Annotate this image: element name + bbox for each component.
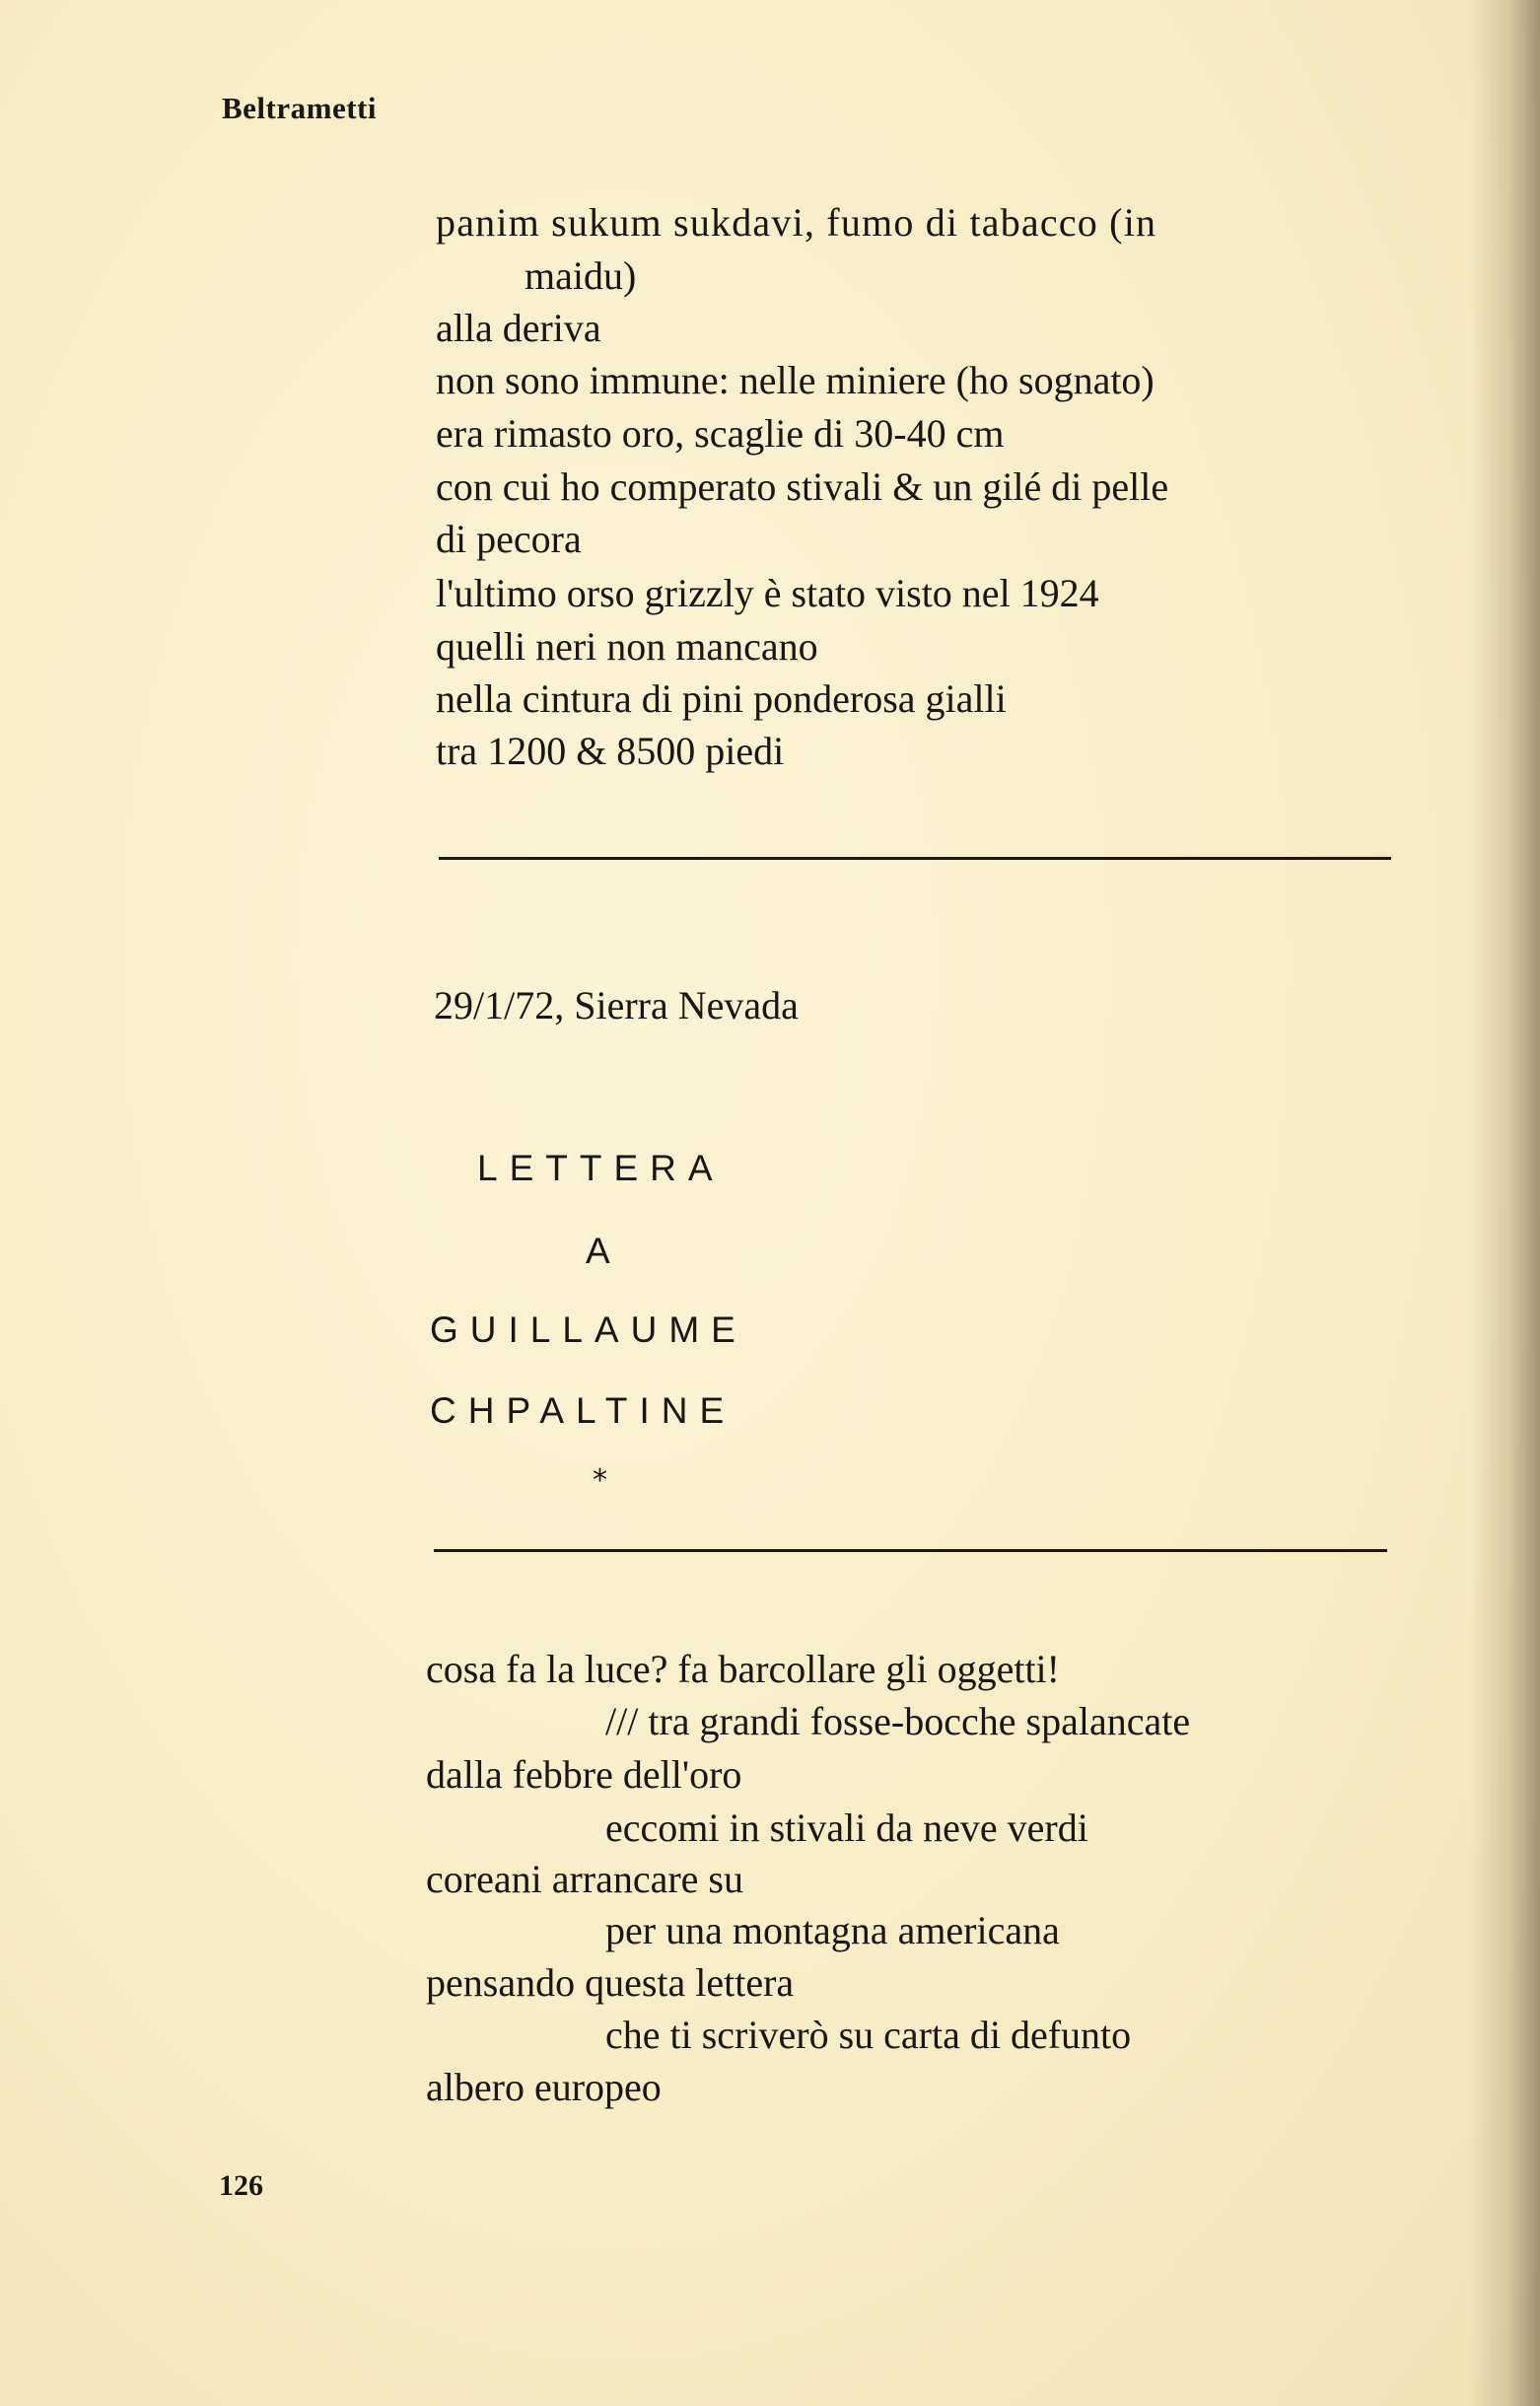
stanza-2-line: albero europeo: [426, 2065, 662, 2109]
stanza-1-line: non sono immune: nelle miniere (ho sognato): [436, 358, 1155, 402]
stanza-1-line: maidu): [525, 253, 637, 298]
stanza-1-line: con cui ho comperato stivali & un gilé di pelle: [436, 464, 1169, 509]
title-line-guillaume: GUILLAUME: [430, 1309, 747, 1350]
stanza-2-line: coreani arrancare su: [426, 1857, 743, 1901]
running-head: Beltrametti: [222, 91, 377, 125]
stanza-1-line: nella cintura di pini ponderosa gialli: [436, 676, 1007, 721]
stanza-1-line: tra 1200 & 8500 piedi: [436, 729, 785, 773]
stanza-2-line: che ti scriverò su carta di defunto: [605, 2013, 1132, 2057]
stanza-1-line: era rimasto oro, scaglie di 30-40 cm: [436, 411, 1005, 456]
stanza-2-line: dalla febbre dell'oro: [426, 1752, 742, 1797]
stanza-1-line: quelli neri non mancano: [436, 624, 818, 669]
title-line-chpaltine: CHPALTINE: [430, 1390, 736, 1431]
section-divider: [439, 857, 1391, 860]
stanza-1-line: l'ultimo orso grizzly è stato visto nel 1924: [436, 571, 1099, 615]
asterisk-ornament: *: [593, 1463, 607, 1498]
stanza-2-line: cosa fa la luce? fa barcollare gli oggetti!: [426, 1647, 1060, 1691]
stanza-2-line: eccomi in stivali da neve verdi: [605, 1805, 1088, 1850]
title-line-a: A: [586, 1231, 622, 1271]
stanza-1-line: di pecora: [436, 517, 582, 561]
stanza-1-line: panim sukum sukdavi, fumo di tabacco (in: [436, 200, 1157, 245]
dateline: 29/1/72, Sierra Nevada: [434, 983, 799, 1027]
stanza-1-line: alla deriva: [436, 306, 601, 350]
page-number: 126: [219, 2169, 263, 2202]
section-divider: [434, 1549, 1387, 1552]
stanza-2-line: /// tra grandi fosse-bocche spalancate: [605, 1699, 1191, 1743]
stanza-2-line: pensando questa lettera: [426, 1960, 795, 2005]
stanza-2-line: per una montagna americana: [605, 1908, 1060, 1952]
title-line-lettera: LETTERA: [477, 1148, 725, 1188]
